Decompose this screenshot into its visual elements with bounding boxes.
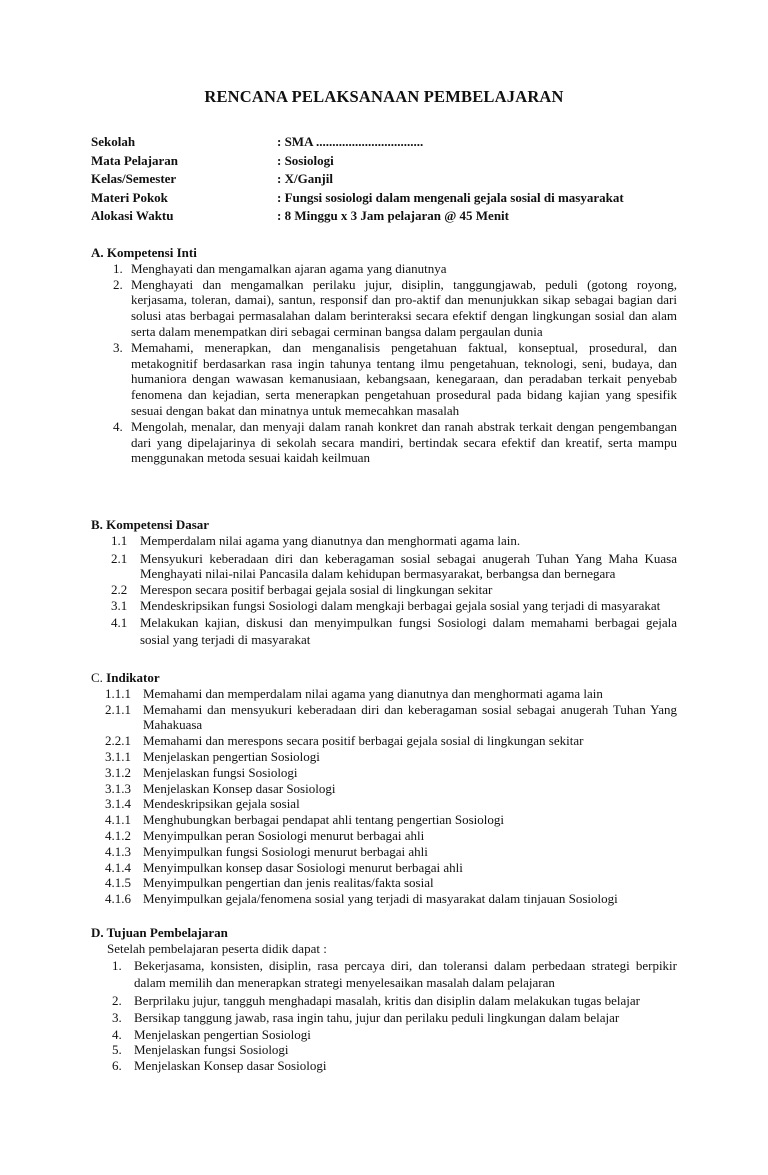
item-number: 2.2.1 — [105, 733, 131, 749]
info-value: : Sosiologi — [277, 152, 334, 168]
info-label: Materi Pokok — [91, 189, 168, 205]
item-number: 6. — [112, 1058, 122, 1074]
list-item — [91, 598, 677, 614]
section-prefix: C. — [91, 670, 107, 685]
item-number: 2. — [112, 992, 122, 1008]
list-item — [91, 765, 677, 781]
item-number: 3. — [112, 1010, 122, 1026]
item-number: 2.2 — [111, 582, 128, 598]
info-label: Kelas/Semester — [91, 171, 177, 186]
info-row-topic — [91, 190, 691, 209]
item-text: Menyimpulkan fungsi Sosiologi menurut berbagai ahli — [143, 843, 428, 859]
item-text: Menjelaskan Konsep dasar Sosiologi — [134, 1058, 327, 1074]
item-text: Memahami dan merespons secara positif berbagai gejala sosial di lingkungan sekitar — [143, 733, 584, 749]
info-value: : SMA ................................. — [277, 134, 424, 149]
item-text: Berprilaku jujur, tangguh menghadapi masalah, kritis dan disiplin dalam melakukan tugas belajar — [134, 992, 640, 1008]
item-text: Menjelaskan pengertian Sosiologi — [134, 1026, 311, 1042]
list-item — [91, 749, 677, 765]
list-item — [91, 796, 677, 812]
item-number: 2.1 — [111, 550, 128, 566]
info-value: : 8 Minggu x 3 Jam pelajaran @ 45 Menit — [277, 208, 509, 223]
item-number: 3.1.1 — [105, 748, 131, 764]
info-row-time — [91, 208, 691, 227]
info-value: : X/Ganjil — [277, 171, 333, 186]
info-label: Mata Pelajaran — [91, 152, 179, 168]
list-item — [91, 844, 677, 860]
item-text: Menjelaskan pengertian Sosiologi — [143, 748, 320, 764]
item-text: Mensyukuri keberadaan diri dan keberagaman sosial sebagai anugerah Tuhan Yang Maha Kuasa Menghayati nilai-nilai Pancasila dalam kehidupan bermasyarakat, berbangsa dan bernegara — [140, 550, 677, 582]
document-title: RENCANA PELAKSANAAN PEMBELAJARAN — [204, 87, 564, 106]
item-number: 2. — [113, 276, 123, 292]
info-label: Alokasi Waktu — [91, 208, 174, 223]
item-number: 4. — [113, 418, 123, 434]
item-number: 4.1.5 — [105, 875, 131, 891]
list-item — [91, 533, 677, 549]
item-text: Menghubungkan berbagai pendapat ahli tentang pengertian Sosiologi — [143, 812, 505, 828]
list-item — [91, 1027, 677, 1043]
list-item — [91, 812, 677, 828]
item-text: Menyimpulkan peran Sosiologi menurut berbagai ahli — [143, 827, 425, 843]
section-heading — [91, 670, 677, 686]
item-text: Memahami dan memperdalam nilai agama yang dianutnya dan menghormati agama lain — [143, 685, 603, 701]
item-text: Mendeskripsikan gejala sosial — [143, 796, 300, 812]
list-item — [91, 686, 677, 702]
section-kompetensi-dasar — [91, 517, 677, 649]
list-item — [91, 702, 677, 734]
item-number: 4.1.4 — [105, 859, 131, 875]
section-indikator — [91, 670, 677, 907]
item-number: 4.1 — [111, 614, 128, 630]
identity-table — [91, 134, 691, 227]
item-number: 3.1.3 — [105, 780, 131, 796]
item-number: 1. — [112, 957, 122, 973]
list-item — [91, 875, 677, 891]
item-number: 3.1.2 — [105, 764, 131, 780]
list-item — [91, 582, 677, 598]
item-text: Mendeskripsikan fungsi Sosiologi dalam mengkaji berbagai gejala sosial yang terjadi di masyarakat — [140, 597, 661, 613]
list-item — [91, 891, 677, 907]
list-item — [91, 992, 677, 1010]
section-intro: Setelah pembelajaran peserta didik dapat : — [107, 940, 327, 956]
item-text: Memperdalam nilai agama yang dianutnya dan menghormati agama lain. — [140, 532, 521, 548]
item-number: 4.1.6 — [105, 891, 131, 907]
item-number: 3. — [113, 339, 123, 355]
list-item — [91, 551, 677, 583]
item-number: 3.1.4 — [105, 796, 131, 812]
list-item — [91, 261, 677, 277]
item-number: 4.1.2 — [105, 827, 131, 843]
list-item — [91, 419, 677, 466]
item-number: 5. — [112, 1042, 122, 1058]
list-item — [91, 614, 677, 649]
section-kompetensi-inti — [91, 245, 677, 466]
list-item — [91, 781, 677, 797]
section-tujuan-pembelajaran — [91, 925, 677, 1074]
item-text: Menjelaskan Konsep dasar Sosiologi — [143, 780, 336, 796]
item-text: Memahami, menerapkan, dan menganalisis pengetahuan faktual, konseptual, prosedural, dan metakognitif berdasarkan rasa ingin tahunya tentang ilmu pengetahuan, teknologi, seni, budaya, dan humaniora dengan wawasan kemanusiaan, kebangsaan, kenegaraan, dan peradaban terkait penyebab fenomena dan kejadian, serta menerapkan pengetahuan prosedural pada bidang kajian yang spesifik sesuai dengan bakat dan minatnya untuk memecahkan masalah — [131, 339, 677, 418]
item-text: Menyimpulkan konsep dasar Sosiologi menurut berbagai ahli — [143, 859, 463, 875]
list-item — [91, 1009, 677, 1027]
item-number: 4.1.3 — [105, 843, 131, 859]
item-number: 1.1.1 — [105, 685, 131, 701]
item-text: Memahami dan mensyukuri keberadaan diri dan keberagaman sosial sebagai anugerah Tuhan Yang Mahakuasa — [143, 701, 677, 733]
item-number: 2.1.1 — [105, 701, 131, 717]
info-row-school — [91, 134, 691, 153]
item-text: Merespon secara positif berbagai gejala sosial di lingkungan sekitar — [140, 582, 493, 598]
list-item — [91, 828, 677, 844]
item-number: 1.1 — [111, 532, 128, 548]
info-row-class — [91, 171, 691, 190]
info-label: Sekolah — [91, 134, 136, 149]
section-title: Indikator — [106, 670, 160, 685]
section-title: B. Kompetensi Dasar — [91, 517, 210, 532]
item-text: Menjelaskan fungsi Sosiologi — [143, 764, 298, 780]
list-item — [91, 1058, 677, 1074]
item-text: Menghayati dan mengamalkan perilaku jujur, disiplin, tanggungjawab, peduli (gotong royong, kerjasama, toleran, damai), santun, responsif dan pro-aktif dan menunjukkan sikap sebagai bagian dari solusi atas berbagai permasalahan dalam berinteraksi secara efektif dengan lingkungan sosial dan alam serta dalam menempatkan diri sebagai cerminan bangsa dalam pergaulan dunia — [131, 276, 677, 339]
list-item — [91, 277, 677, 340]
info-value: : Fungsi sosiologi dalam mengenali gejala sosial di masyarakat — [277, 189, 624, 205]
item-number: 4.1.1 — [105, 812, 131, 828]
item-text: Menyimpulkan gejala/fenomena sosial yang terjadi di masyarakat dalam tinjauan Sosiologi — [143, 891, 618, 907]
section-title: D. Tujuan Pembelajaran — [91, 925, 228, 940]
item-number: 3.1 — [111, 597, 128, 613]
item-text: Menghayati dan mengamalkan ajaran agama yang dianutnya — [131, 260, 447, 276]
list-item — [91, 957, 677, 992]
item-number: 1. — [113, 260, 123, 276]
item-text: Menyimpulkan pengertian dan jenis realitas/fakta sosial — [143, 875, 434, 891]
item-text: Bersikap tanggung jawab, rasa ingin tahu, jujur dan perilaku peduli lingkungan dalam belajar — [134, 1010, 620, 1026]
list-item — [91, 860, 677, 876]
item-text: Melakukan kajian, diskusi dan menyimpulkan fungsi Sosiologi dalam memahami berbagai gejala sosial yang terjadi di masyarakat — [140, 614, 677, 648]
list-item — [91, 733, 677, 749]
item-number: 4. — [112, 1026, 122, 1042]
list-item — [91, 340, 677, 419]
item-text: Menjelaskan fungsi Sosiologi — [134, 1042, 289, 1058]
section-title: A. Kompetensi Inti — [91, 245, 197, 260]
info-row-subject — [91, 153, 691, 172]
item-text: Mengolah, menalar, dan menyaji dalam ranah konkret dan ranah abstrak terkait dengan pengembangan dari yang dipelajarinya di sekolah secara mandiri, bertindak secara efektif dan kreatif, serta mampu menggunakan metoda sesuai kaidah keilmuan — [131, 418, 677, 466]
item-text: Bekerjasama, konsisten, disiplin, rasa percaya diri, dan toleransi dalam perbedaan strategi berpikir dalam memilih dan menerapkan strategi menyelesaikan masalah dalam pelajaran — [134, 957, 677, 991]
list-item — [91, 1042, 677, 1058]
